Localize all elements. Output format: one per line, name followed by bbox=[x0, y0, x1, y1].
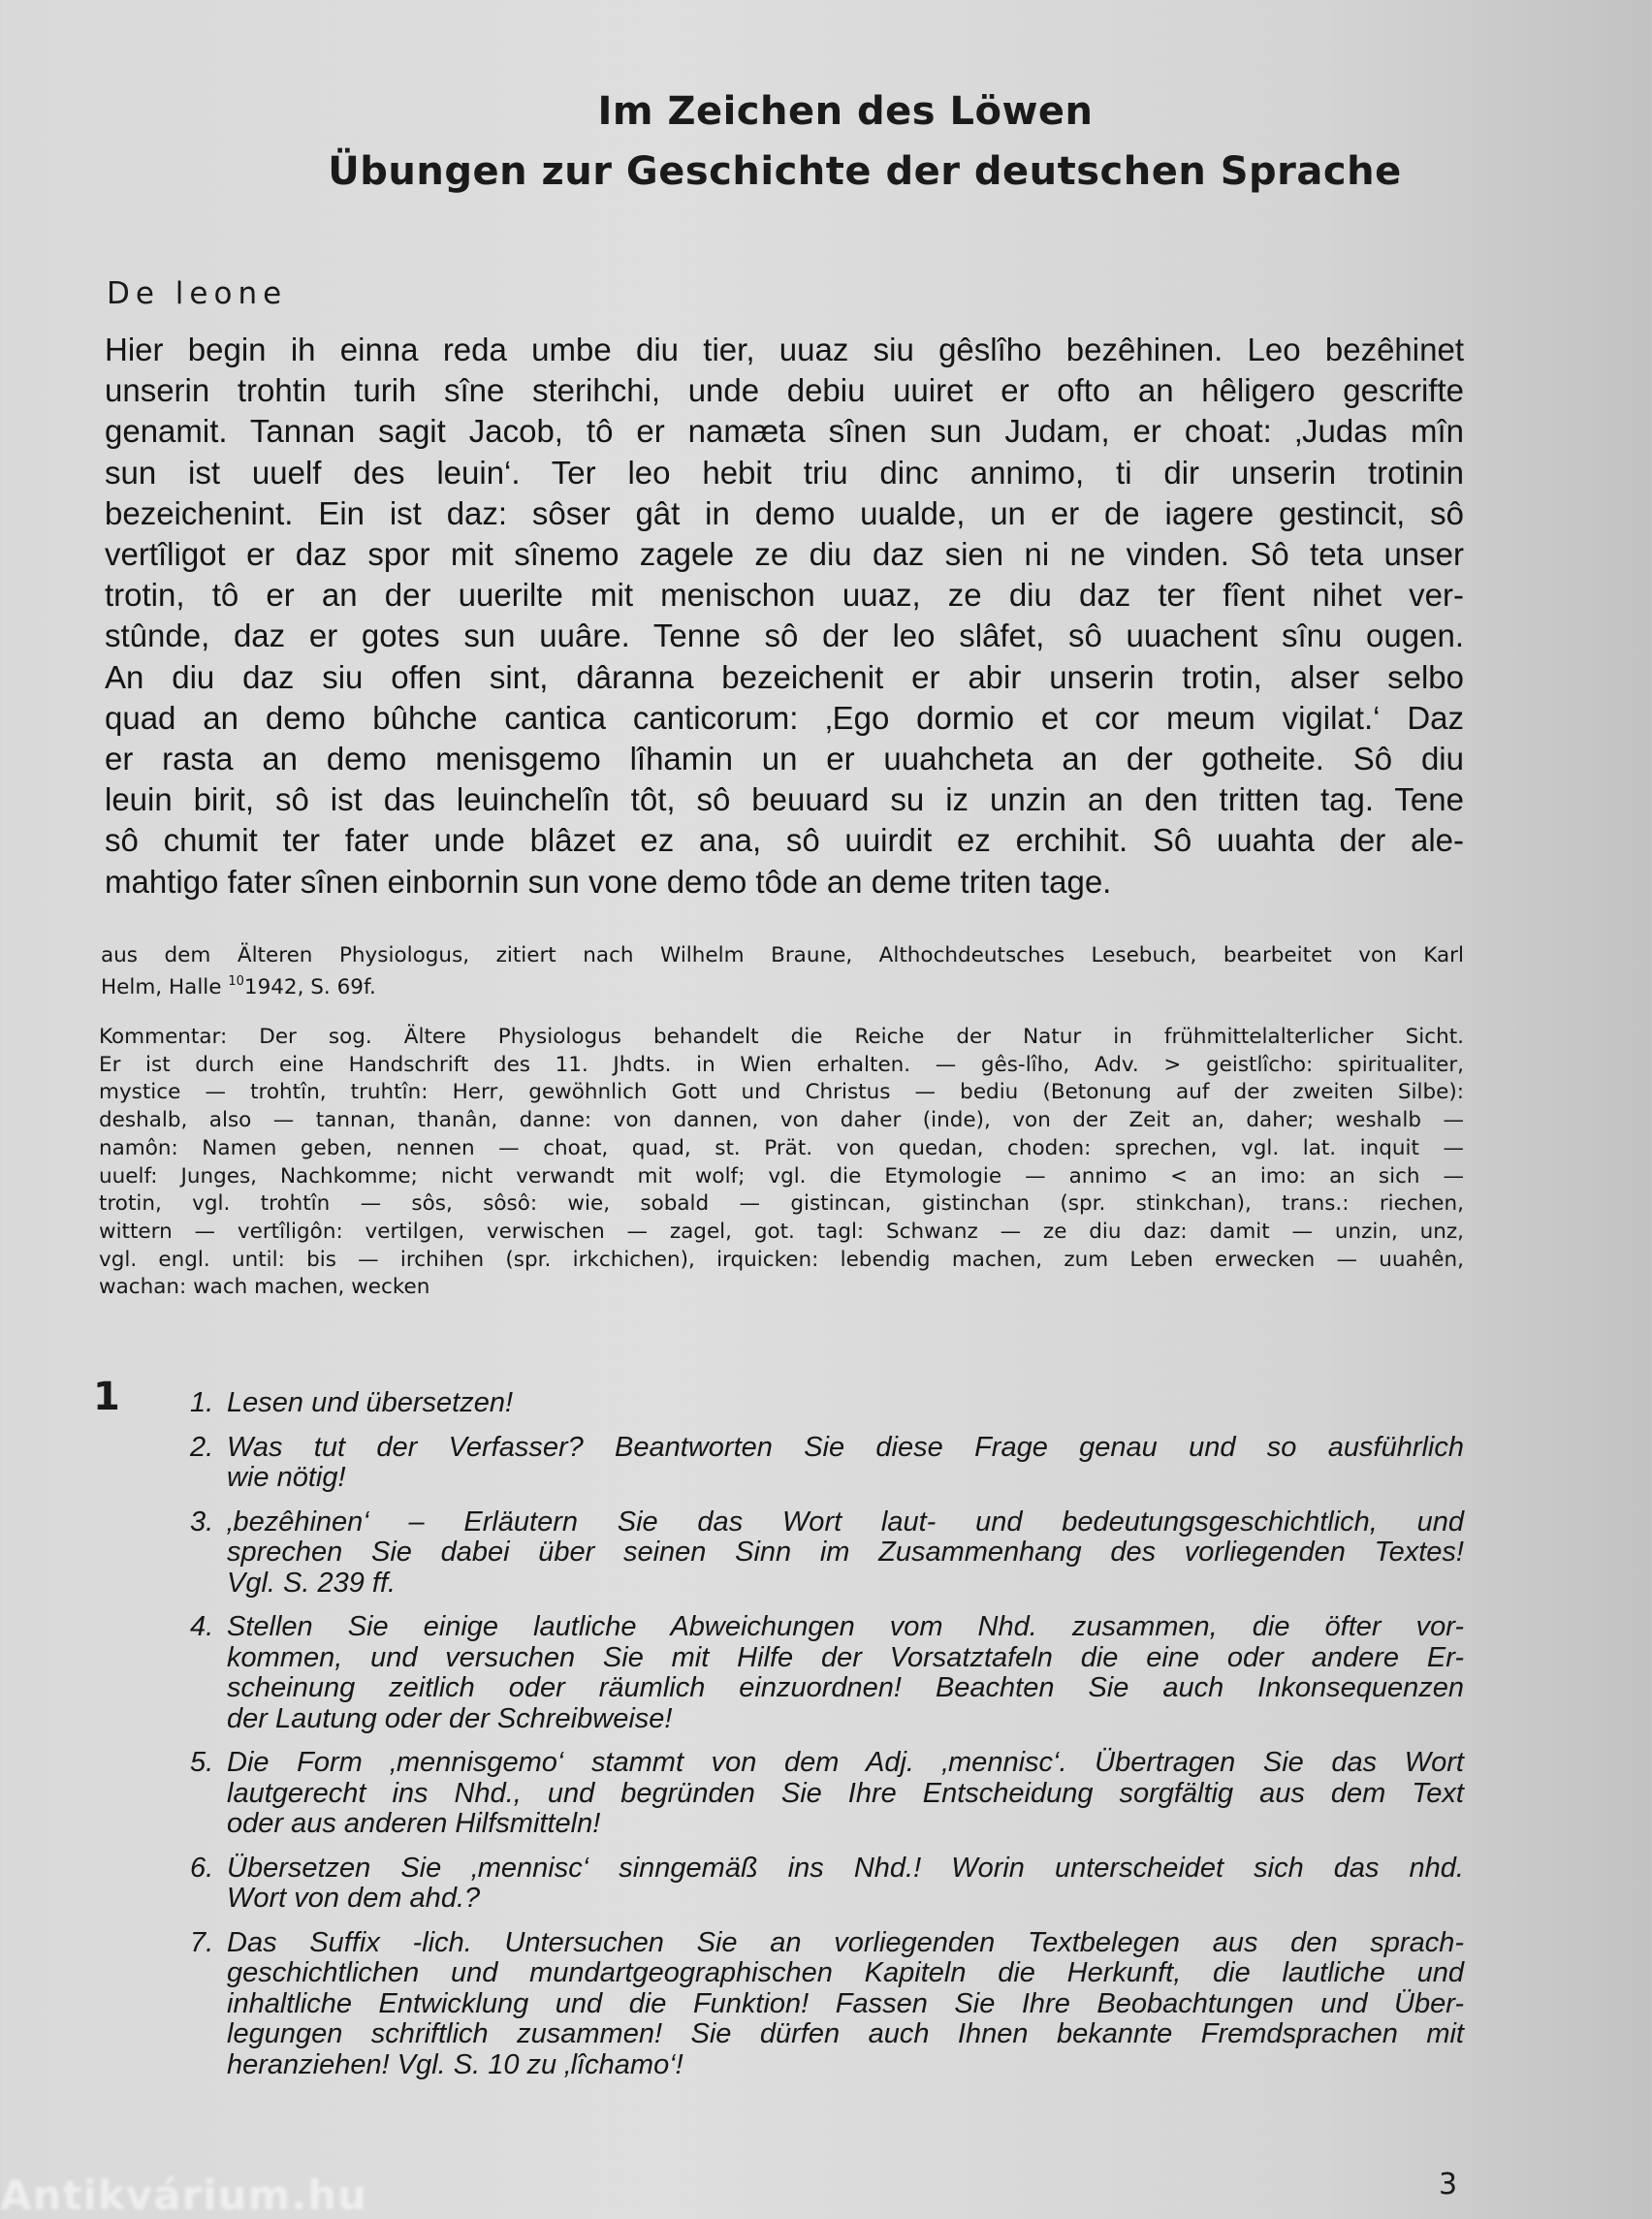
citation-line: aus dem Älteren Physiologus, zitiert nach Wilhelm Braune, Althochdeutsches Lesebuch, bearbeitet von Karl bbox=[101, 943, 1464, 967]
text-line: stûnde, daz er gotes sun uuâre. Tenne sô der leo slâfet, sô uuachent sînu ougen. bbox=[105, 618, 1464, 654]
task-item bbox=[190, 1854, 1464, 1915]
task-line: Die Form ‚mennisgemo‘ stammt von dem Adj. ‚mennisc‘. Übertragen Sie das Wort bbox=[227, 1747, 1464, 1778]
task-line: lautgerecht ins Nhd., und begründen Sie Ihre Entscheidung sorgfältig aus dem Text bbox=[227, 1777, 1464, 1809]
task-line: oder aus anderen Hilfsmitteln! bbox=[227, 1808, 601, 1839]
text-line: Hier begin ih einna reda umbe diu tier, uuaz siu gêslîho bezêhinen. Leo bezêhinet bbox=[105, 332, 1464, 367]
text-line: vertîligot er daz spor mit sînemo zagele ze diu daz sien ni ne vinden. Sô teta unser bbox=[105, 536, 1464, 573]
task-line: geschichtlichen und mundartgeographischen Kapiteln die Herkunft, die lautliche und bbox=[227, 1957, 1464, 1988]
text-line: sô chumit ter fater unde blâzet ez ana, sô uuirdit ez erchihit. Sô uuahta der ale- bbox=[105, 822, 1464, 859]
task-line: Wort von dem ahd.? bbox=[227, 1883, 481, 1914]
task-item bbox=[190, 1928, 1464, 2081]
task-number: 1. bbox=[190, 1387, 214, 1418]
text-line: unserin trohtin turih sîne sterihchi, unde debiu uuiret er ofto an hêligero gescrifte bbox=[105, 372, 1464, 409]
task-line: heranziehen! Vgl. S. 10 zu ‚lîchamo‘! bbox=[227, 2048, 683, 2080]
commentary-line: wittern — vertîligôn: vertilgen, verwischen — zagel, got. tagl: Schwanz — ze diu daz: damit — unzin, unz, bbox=[99, 1219, 1464, 1244]
task-line: Was tut der Verfasser? Beantworten Sie diese Frage genau und so ausführlich bbox=[227, 1431, 1464, 1463]
task-line: Übersetzen Sie ‚mennisc‘ sinngemäß ins Nhd.! Worin unterscheidet sich das nhd. bbox=[227, 1852, 1464, 1884]
page-title bbox=[0, 81, 1652, 202]
text-line: leuin birit, sô ist das leuinchelîn tôt, sô beuuard su iz unzin an den tritten tag. Tene bbox=[105, 781, 1464, 818]
task-number: 6. bbox=[190, 1852, 214, 1884]
text-line: quad an demo bûhche cantica canticorum: ‚Ego dormio et cor meum vigilat.‘ Daz bbox=[105, 699, 1464, 736]
task-line: ‚bezêhinen‘ – Erläutern Sie das Wort laut- und bedeutungsgeschichtlich, und bbox=[227, 1506, 1464, 1537]
citation-line bbox=[101, 968, 1464, 1000]
text-line: trotin, tô er an der uuerilte mit menischon uuaz, ze diu daz ter fîent nihet ver- bbox=[105, 577, 1464, 614]
task-line: der Lautung oder der Schreibweise! bbox=[227, 1702, 673, 1734]
task-list bbox=[190, 1388, 1464, 2094]
task-line: Lesen und übersetzen! bbox=[227, 1387, 514, 1418]
text-line: sun ist uuelf des leuin‘. Ter leo hebit triu dinc annimo, ti dir unserin trotinin bbox=[105, 454, 1464, 491]
task-number: 4. bbox=[190, 1611, 214, 1642]
text-line: mahtigo fater sînen einbornin sun vone demo tôde an deme triten tage. bbox=[105, 863, 1112, 900]
commentary-line: deshalb, also — tannan, thanân, danne: von dannen, von daher (inde), von der Zeit an, daher; weshalb — bbox=[99, 1108, 1464, 1133]
text-line: er rasta an demo menisgemo lîhamin un er uuahcheta an der gotheite. Sô diu bbox=[105, 741, 1464, 777]
edition-superscript: 10 bbox=[228, 974, 244, 989]
task-number: 5. bbox=[190, 1747, 214, 1778]
title-line-2: Übungen zur Geschichte der deutschen Sprache bbox=[328, 149, 1402, 194]
task-line: inhaltliche Entwicklung und die Funktion! Fassen Sie Ihre Beobachtungen und Über- bbox=[227, 1987, 1464, 2019]
commentary-line: uuelf: Junges, Nachkomme; nicht verwandt mit wolf; vgl. die Etymologie — annimo < an imo: an sich — bbox=[99, 1163, 1464, 1189]
task-line: kommen, und versuchen Sie mit Hilfe der Vorsatztafeln die eine oder andere Er- bbox=[227, 1641, 1464, 1673]
task-item bbox=[190, 1748, 1464, 1840]
task-line: scheinung zeitlich oder räumlich einzuordnen! Beachten Sie auch Inkonsequenzen bbox=[227, 1672, 1464, 1703]
task-number: 2. bbox=[190, 1431, 214, 1463]
source-citation bbox=[101, 942, 1464, 1000]
task-line: sprechen Sie dabei über seinen Sinn im Zusammenhang des vorliegenden Textes! bbox=[227, 1537, 1464, 1568]
text-line: An diu daz siu offen sint, dâranna bezeichenit er abir unserin trotin, alser selbo bbox=[105, 658, 1464, 695]
task-item bbox=[190, 1612, 1464, 1734]
old-high-german-text bbox=[105, 330, 1464, 903]
text-line: bezeichenint. Ein ist daz: sôser gât in demo uualde, un er de iagere gestincit, sô bbox=[105, 494, 1464, 531]
watermark: Antikvárium.hu bbox=[0, 2171, 368, 2219]
commentary-line: Er ist durch eine Handschrift des 11. Jhdts. in Wien erhalten. — gês-lîho, Adv. > geistlîcho: spiritualiter, bbox=[99, 1052, 1464, 1077]
task-item bbox=[190, 1388, 1464, 1419]
citation-text: Helm, Halle bbox=[101, 975, 229, 999]
commentary-line: mystice — trohtîn, truhtîn: Herr, gewöhnlich Gott und Christus — bediu (Betonung auf der zweiten Silbe): bbox=[99, 1080, 1464, 1105]
task-item bbox=[190, 1433, 1464, 1494]
task-line: legungen schriftlich zusammen! Sie dürfen auch Ihnen bekannte Fremdsprachen mit bbox=[227, 2018, 1464, 2049]
section-heading: De leone bbox=[107, 276, 288, 311]
task-line: Vgl. S. 239 ff. bbox=[227, 1567, 397, 1599]
task-line: wie nötig! bbox=[227, 1462, 346, 1493]
citation-text: 1942, S. 69f. bbox=[243, 975, 376, 999]
text-line: genamit. Tannan sagit Jacob, tô er namæta sînen sun Judam, er choat: ‚Judas mîn bbox=[105, 413, 1464, 450]
exercise-number: 1 bbox=[93, 1375, 120, 1419]
task-number: 7. bbox=[190, 1926, 214, 1958]
page-number: 3 bbox=[1439, 2168, 1458, 2202]
task-line: Stellen Sie einige lautliche Abweichungen vom Nhd. zusammen, die öfter vor- bbox=[227, 1611, 1464, 1642]
commentary-line: trotin, vgl. trohtîn — sôs, sôsô: wie, sobald — gistincan, gistinchan (spr. stinkchan), trans.: riechen, bbox=[99, 1191, 1464, 1217]
commentary-line: wachan: wach machen, wecken bbox=[99, 1275, 430, 1300]
task-item bbox=[190, 1507, 1464, 1600]
task-number: 3. bbox=[190, 1506, 214, 1537]
task-line: Das Suffix -lich. Untersuchen Sie an vorliegenden Textbelegen aus den sprach- bbox=[227, 1926, 1464, 1958]
commentary bbox=[99, 1024, 1464, 1302]
title-line-1: Im Zeichen des Löwen bbox=[597, 89, 1094, 134]
commentary-line: namôn: Namen geben, nennen — choat, quad, st. Prät. von quedan, choden: sprechen, vgl. lat. inquit — bbox=[99, 1135, 1464, 1160]
commentary-line: Kommentar: Der sog. Ältere Physiologus behandelt die Reiche der Natur in frühmittelalterlicher Sicht. bbox=[99, 1025, 1464, 1049]
commentary-line: vgl. engl. until: bis — irchihen (spr. irkchichen), irquicken: lebendig machen, zum Leben erwecken — uuahên, bbox=[99, 1247, 1464, 1272]
